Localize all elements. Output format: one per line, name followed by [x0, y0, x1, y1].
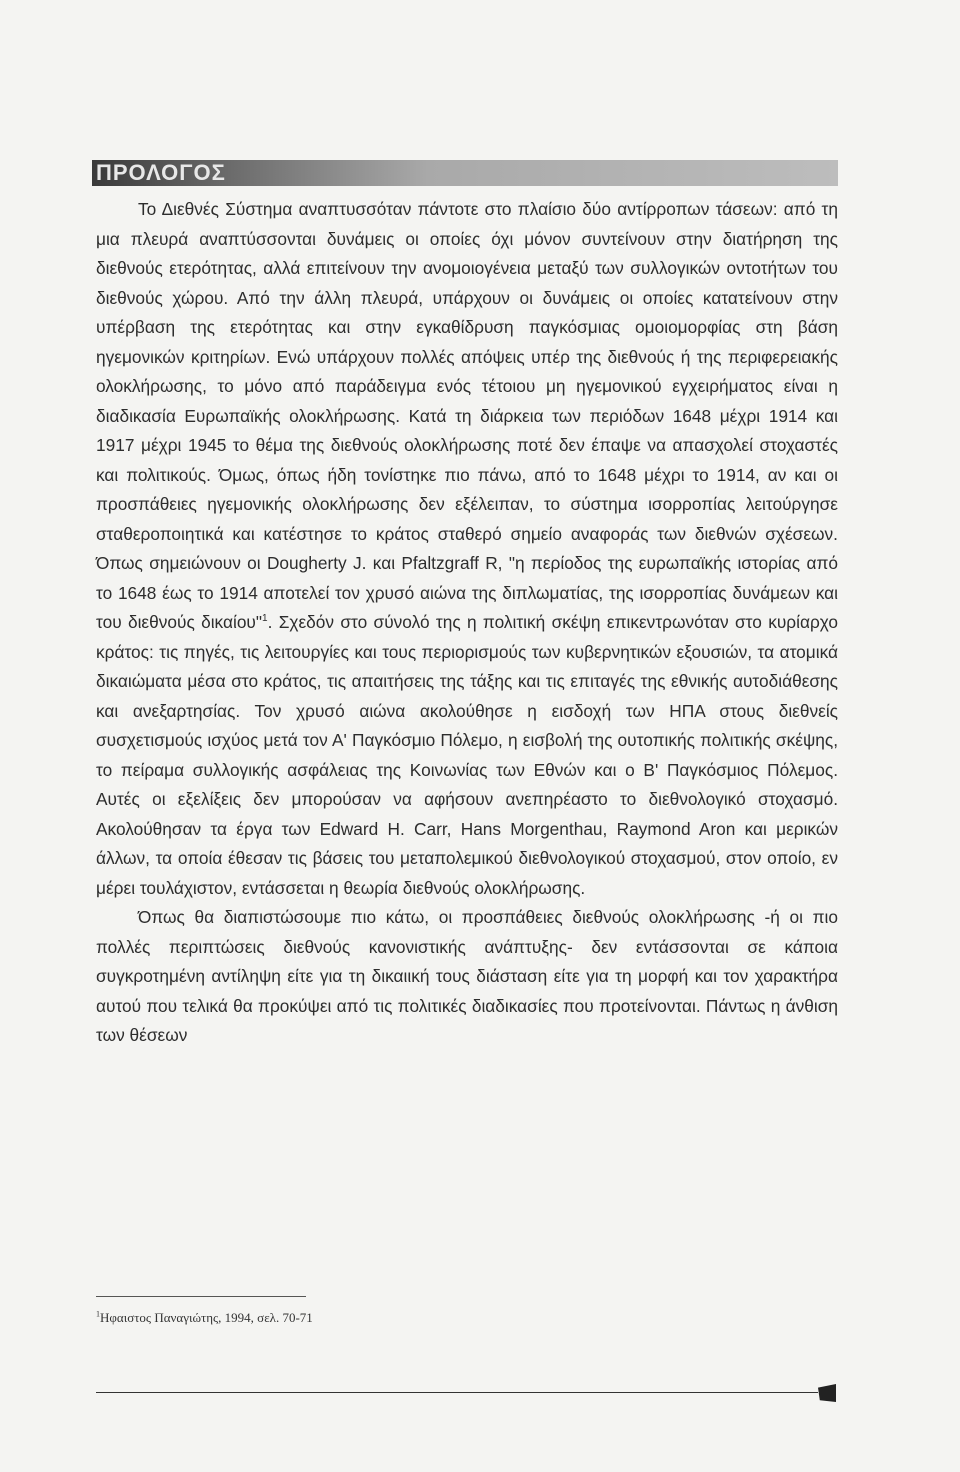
footnote-number: 1 [96, 1309, 100, 1319]
footnote-ref[interactable]: 1 [262, 613, 268, 625]
paragraph-2: Όπως θα διαπιστώσουμε πιο κάτω, οι προσπάθειες διεθνούς ολοκλήρωσης -ή οι πιο πολλές περιπτώσεις διεθνούς κανονιστικής ανάπτυξης- δεν εντάσσονται σε κάποια συγκροτημένη αντίληψη είτε για τη δικαιική τους διάσταση είτε για τη μορφή και τον χαρακτήρα αυτού που τελικά θα προκύψει από τις πολιτικές διαδικασίες που προτείνονται. Πάντως η άνθιση των θέσεων [96, 907, 838, 1045]
paragraph-1-text: Το Διεθνές Σύστημα αναπτυσσόταν πάντοτε στο πλαίσιο δύο αντίρροπων τάσεων: από τη μια πλευρά αναπτύσσονται δυνάμεις οι οποίες όχι μόνον συντείνουν στην διατήρηση της διεθνούς ετερότητας, αλλά επιτείνουν την ανομοιογένεια μεταξύ των συλλογικών οντοτήτων του διεθνούς χώρου. Από την άλλη πλευρά, υπάρχουν οι δυνάμεις οι οποίες κατατείνουν στην υπέρβαση της ετερότητας και στην εγκαθίδρυση παγκόσμιας ομοιομορφίας στη βάση ηγεμονικών κριτηρίων. Ενώ υπάρχουν πολλές απόψεις υπέρ της διεθνούς ή της περιφερειακής ολοκλήρωσης, το μόνο από παράδειγμα ενός τέτοιου μη ηγεμονικού εγχειρήματος είναι η διαδικασία Ευρωπαϊκής ολοκλήρωσης. Κατά τη διάρκεια των περιόδων 1648 μέχρι 1914 και 1917 μέχρι 1945 το θέμα της διεθνούς ολοκλήρωσης ποτέ δεν έπαψε να απασχολεί στοχαστές και πολιτικούς. Όμως, όπως ήδη τονίστηκε πιο πάνω, από το 1648 μέχρι το 1914, αν και οι προσπάθειες ηγεμονικής ολοκλήρωσης δεν εξέλειπαν, το σύστημα ισορροπίας λειτούργησε σταθεροποιητικά και κατέστησε το κράτος σταθερό σημείο αναφοράς των διεθνών σχέσεων. Όπως σημειώνουν οι Dougherty J. και Pfaltzgraff R, "η περίοδος της ευρωπαϊκής ιστορίας από το 1648 έως το 1914 αποτελεί τον χρυσό αιώνα της διπλωματίας, της ισορροπίας δυνάμεων και του διεθνούς δικαίου" [96, 199, 838, 632]
bottom-divider [96, 1392, 818, 1393]
footnote-divider [96, 1296, 306, 1297]
page-corner-icon [818, 1384, 836, 1402]
page-title: ΠΡΟΛΟΓΟΣ [96, 160, 226, 185]
paragraph-1-continuation: . Σχεδόν στο σύνολό της η πολιτική σκέψη επικεντρωνόταν στο κυρίαρχο κράτος: τις πηγές, τις λειτουργίες και τους περιορισμούς των κυβερνητικών εξουσιών, τα ατομικά δικαιώματα μέσα στο κράτος, τις απαιτήσεις της τάξης και τις επιταγές της εθνικής αυτοδιάθεσης και ανεξαρτησίας. Τον χρυσό αιώνα ακολούθησε η εισδοχή των ΗΠΑ στους διεθνείς συσχετισμούς ισχύος μετά τον Α' Παγκόσμιο Πόλεμο, η εισβολή της ουτοπικής πολιτικής σκέψης, το πείραμα συλλογικής ασφάλειας της Κοινωνίας των Εθνών και ο Β' Παγκόσμιος Πόλεμος. Αυτές οι εξελίξεις δεν μπορούσαν να αφήσουν ανεπηρέαστο το διεθνολογικό στοχασμό. Ακολούθησαν τα έργα των Edward H. Carr, Hans Morgenthau, Raymond Aron και μερικών άλλων, τα οποία έθεσαν τις βάσεις του μεταπολεμικού διεθνολογικού στοχασμού, στον οποίο, εν μέρει τουλάχιστον, εντάσσεται η θεωρία διεθνούς ολοκλήρωσης. [96, 612, 838, 898]
body-text [96, 195, 838, 1051]
footnote [96, 1310, 313, 1326]
footnote-text: Ηφαιστος Παναγιώτης, 1994, σελ. 70-71 [100, 1310, 313, 1325]
paragraph-1 [96, 195, 838, 903]
